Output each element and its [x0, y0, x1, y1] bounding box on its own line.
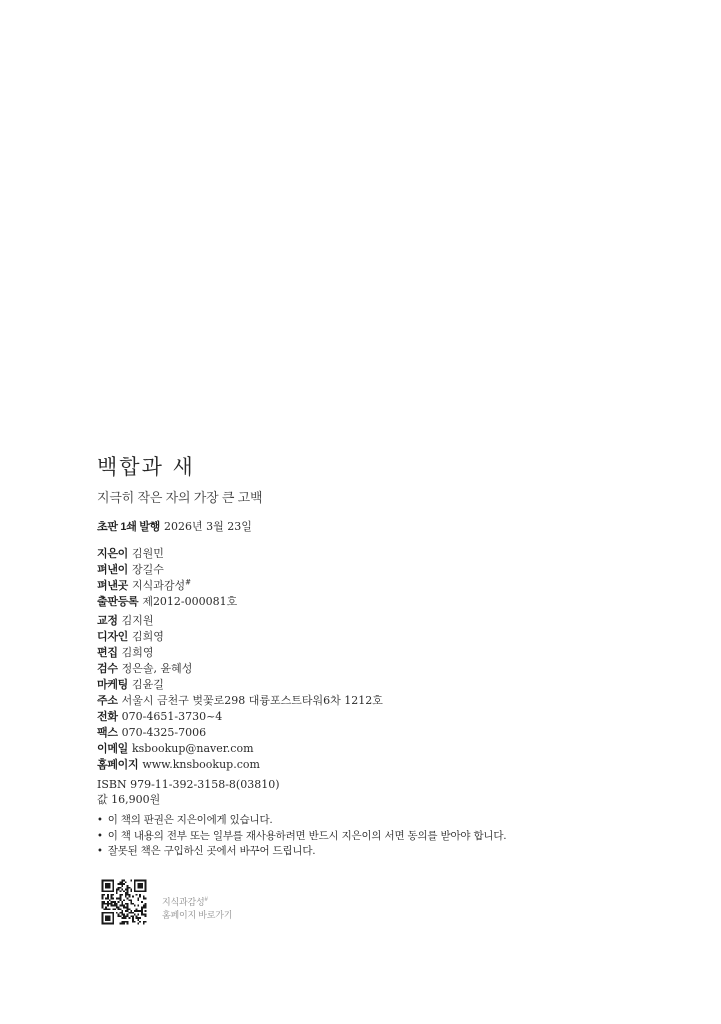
row-value: [132, 579, 191, 592]
isbn-price-group: [97, 777, 280, 807]
info-row-design: [97, 629, 192, 645]
info-row-author: [97, 546, 237, 562]
row-label: 편집: [97, 647, 118, 659]
row-label: 펴낸이: [97, 564, 128, 576]
row-value: 김원민: [131, 547, 164, 560]
row-value: 서울시 금천구 벚꽃로298 대륭포스트타워6차 1212호: [121, 694, 383, 707]
notice-item: • 잘못된 책은 구입하신 곳에서 바꾸어 드립니다.: [97, 844, 506, 860]
row-value: 070-4325-7006: [121, 726, 207, 739]
row-label: 펴낸곳: [97, 580, 128, 592]
info-row-homepage: [97, 757, 383, 773]
qr-code: [98, 876, 150, 928]
row-label: 지은이: [97, 548, 128, 560]
edition-value: 2026년 3월 23일: [163, 520, 252, 533]
row-label: 팩스: [97, 727, 118, 739]
row-label: 전화: [97, 711, 118, 723]
info-row-proofreading: [97, 613, 192, 629]
info-row-review: [97, 661, 192, 677]
qr-block: [98, 876, 232, 928]
info-row-marketing: [97, 677, 192, 693]
row-label: 주소: [97, 695, 118, 707]
book-title: 백합과 새: [97, 455, 195, 479]
row-label: 홈페이지: [97, 759, 139, 771]
row-label: 교정: [97, 615, 118, 627]
row-value: 정은솔, 윤혜성: [121, 662, 193, 675]
staff-group: [97, 613, 192, 693]
row-value: 070-4651-3730~4: [121, 710, 223, 723]
info-row-publisher-company: [97, 578, 237, 594]
email-value: ksbookup@naver.com: [131, 742, 254, 755]
row-label: 검수: [97, 663, 118, 675]
qr-caption: [162, 896, 232, 922]
row-value: 제2012-000081호: [142, 595, 238, 608]
row-value: 김윤길: [131, 678, 164, 691]
book-subtitle: 지극히 작은 자의 가장 큰 고백: [97, 490, 263, 505]
info-row-address: [97, 693, 383, 709]
row-label: 디자인: [97, 631, 128, 643]
price-line: 값 16,900원: [97, 793, 161, 806]
info-row-fax: [97, 725, 383, 741]
copyright-notices: [97, 813, 506, 860]
info-row-registration: [97, 594, 237, 610]
row-value: 김희영: [131, 630, 164, 643]
publisher-name: 지식과감성: [131, 579, 186, 592]
qr-caption-line1: 지식과감성#: [162, 897, 208, 907]
qr-caption-line2: 홈페이지 바로가기: [162, 910, 233, 920]
contact-group: [97, 693, 383, 773]
info-row-publisher-person: [97, 562, 237, 578]
info-row-editing: [97, 645, 192, 661]
edition-line: [97, 519, 252, 535]
notice-item: • 이 책 내용의 전부 또는 일부를 재사용하려면 반드시 지은이의 서면 동의를 받아야 합니다.: [97, 829, 506, 845]
row-value: 김희영: [121, 646, 154, 659]
edition-label: 초판 1쇄 발행: [97, 521, 160, 533]
info-row-phone: [97, 709, 383, 725]
homepage-value: www.knsbookup.com: [142, 758, 260, 771]
info-row-email: [97, 741, 383, 757]
row-label: 마케팅: [97, 679, 128, 691]
row-value: 장길수: [131, 563, 164, 576]
isbn-line: ISBN 979-11-392-3158-8(03810): [97, 778, 280, 791]
row-label: 이메일: [97, 743, 128, 755]
publisher-name-superscript: #: [185, 578, 191, 587]
row-value: 김지원: [121, 614, 154, 627]
row-label: 출판등록: [97, 596, 139, 608]
notice-item: • 이 책의 판권은 지은이에게 있습니다.: [97, 813, 506, 829]
publication-info-group: [97, 546, 237, 610]
